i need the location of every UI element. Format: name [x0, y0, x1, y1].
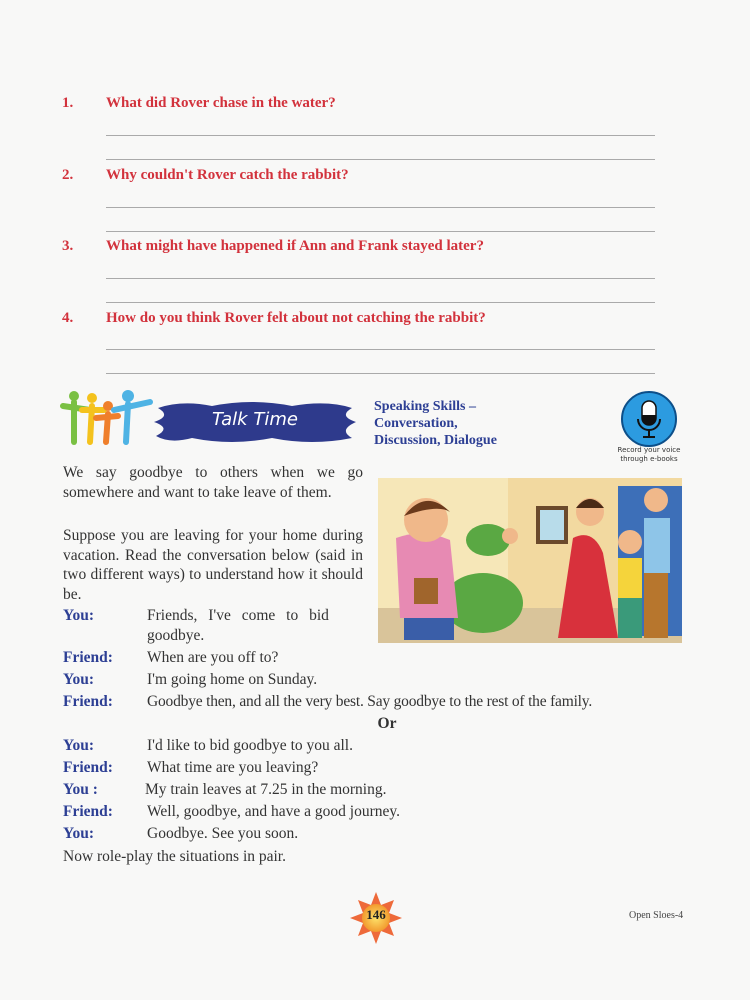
talk-time-title: Talk Time [212, 409, 298, 430]
answer-line[interactable] [106, 231, 655, 232]
intro-paragraph: Suppose you are leaving for your home during vacation. Read the conversation below (said in two different ways) to understand how it should be. [63, 527, 363, 603]
utterance: Goodbye. See you soon. [147, 825, 299, 842]
closing-instruction: Now role-play the situations in pair. [63, 848, 286, 865]
goodbye-illustration [378, 478, 682, 643]
microphone-icon [623, 393, 675, 445]
answer-line[interactable] [106, 349, 655, 350]
question-number: 4. [62, 310, 74, 326]
utterance: goodbye. [147, 627, 205, 644]
utterance: My train leaves at 7.25 in the morning. [145, 781, 387, 798]
answer-line[interactable] [106, 302, 655, 303]
answer-line[interactable] [106, 159, 655, 160]
record-voice-label [604, 446, 694, 464]
skills-line: Discussion, Dialogue [374, 433, 497, 448]
utterance: Goodbye then, and all the very best. Say goodbye to the rest of the family. [147, 693, 593, 710]
answer-line[interactable] [106, 373, 655, 374]
utterance: When are you off to? [147, 649, 279, 666]
utterance: I'd like to bid goodbye to you all. [147, 737, 353, 754]
question-number: 2. [62, 167, 74, 183]
question-text: Why couldn't Rover catch the rabbit? [106, 167, 349, 183]
book-title: Open Sloes-4 [629, 910, 684, 921]
utterance: Friends, I've come to bid [147, 607, 329, 624]
intro-paragraph: We say goodbye to others when we go somewhere and want to take leave of them. [63, 464, 363, 501]
or-separator: Or [377, 715, 397, 732]
question-text: What might have happened if Ann and Frank stayed later? [106, 238, 484, 254]
speaker-label: Friend: [63, 649, 113, 666]
skills-heading [374, 398, 497, 449]
speaker-label: You: [63, 737, 95, 754]
skills-line: Conversation, [374, 416, 458, 431]
question-text: What did Rover chase in the water? [106, 95, 336, 111]
speaker-label: You : [63, 781, 98, 798]
record-label-line: Record your voice [617, 446, 681, 454]
utterance: Well, goodbye, and have a good journey. [147, 803, 400, 820]
speaker-label: Friend: [63, 693, 113, 710]
record-voice-button[interactable] [621, 391, 677, 447]
speaker-label: Friend: [63, 803, 113, 820]
skills-line: Speaking Skills – [374, 399, 476, 414]
answer-line[interactable] [106, 135, 655, 136]
answer-line[interactable] [106, 278, 655, 279]
answer-line[interactable] [106, 207, 655, 208]
speaker-label: You: [63, 607, 95, 624]
question-number: 3. [62, 238, 74, 254]
people-icon [60, 388, 155, 446]
speaker-label: You: [63, 671, 95, 688]
question-number: 1. [62, 95, 74, 111]
utterance: I'm going home on Sunday. [147, 671, 318, 688]
question-text: How do you think Rover felt about not catching the rabbit? [106, 310, 486, 326]
page-number: 146 [366, 907, 386, 922]
record-label-line: through e-books [620, 455, 678, 463]
speaker-label: Friend: [63, 759, 113, 776]
speaker-label: You: [63, 825, 95, 842]
utterance: What time are you leaving? [147, 759, 319, 776]
